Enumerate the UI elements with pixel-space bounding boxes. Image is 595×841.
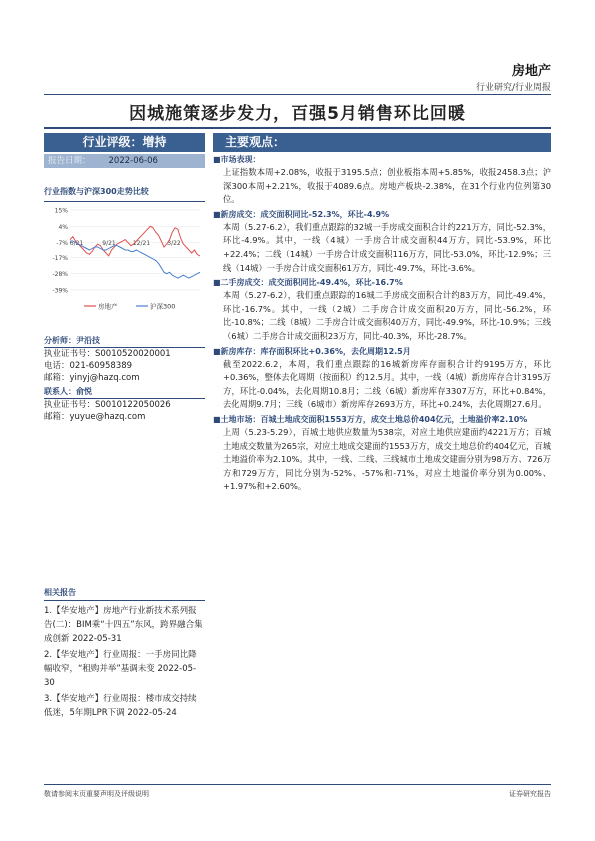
section-body: 上证指数本周+2.08%，收报于3195.5点；创业板指本周+5.85%，收报2458.3点；沪深300本周+2.21%，收报于4089.6点。房地产板块-2.38%，在31个行业内位列第30位。 bbox=[223, 167, 551, 205]
analyst-name: 分析师：尹沿技 bbox=[44, 335, 205, 348]
footer-disclaimer: 敬请参阅末页重要声明及评级说明 bbox=[44, 790, 149, 798]
section-body: 截至2022.6.2，本周，我们重点跟踪的16城新房库存面积合计约9195万方，环比+0.36%，整体去化周期（按面积）约12.5月。其中，一线（4城）新房库存合计3195万方，环比-0.04%，去化周期10.8月；二线（6城）新房库存3307万方，环比+0.84%，去化周期9.7月；三线（6城市）新房库存2693万方，环比+0.24%，去化周期27.6月。 bbox=[223, 358, 551, 410]
section-heading: ■土地市场：百城土地成交面积1553万方，成交土地总价404亿元，土地溢价率2.10% bbox=[213, 414, 528, 424]
chart-container bbox=[44, 201, 205, 321]
sidebar bbox=[44, 133, 205, 423]
x-tick-label: 9/21 bbox=[102, 240, 116, 248]
analyst-email[interactable]: 邮箱：yinyj@hazq.com bbox=[44, 373, 140, 383]
footer-divider bbox=[44, 784, 551, 785]
chart-title: 行业指数与沪深300走势比较 bbox=[44, 187, 149, 196]
contact-cert: 执业证书号：S0010122050026 bbox=[44, 400, 171, 410]
y-tick-label: -39% bbox=[52, 287, 68, 295]
header-divider bbox=[44, 94, 551, 95]
x-tick-label: 12/21 bbox=[132, 240, 151, 248]
y-tick-label: 4% bbox=[58, 223, 68, 231]
related-reports-title: 相关报告 bbox=[44, 587, 205, 601]
footer-label: 证券研究报告 bbox=[509, 790, 551, 798]
main-content bbox=[213, 133, 551, 494]
title-divider bbox=[44, 127, 551, 129]
section-heading: ■二手房成交：成交面积同比-49.4%，环比-16.7% bbox=[213, 278, 403, 288]
y-tick-label: -7% bbox=[56, 240, 68, 248]
contact-email[interactable]: 邮箱：yuyue@hazq.com bbox=[44, 412, 146, 422]
legend-label: 沪深300 bbox=[150, 302, 176, 311]
y-tick-label: -28% bbox=[52, 271, 68, 279]
index-comparison-chart bbox=[44, 202, 205, 317]
related-reports-list bbox=[44, 604, 205, 722]
x-tick-label: 3/22 bbox=[167, 240, 181, 248]
y-tick-label: 15% bbox=[54, 207, 68, 215]
report-date-label: 报告日期： bbox=[48, 156, 91, 166]
industry-rating: 行业评级：增持 bbox=[44, 133, 205, 152]
section-body: 本周（5.27-6.2），我们重点跟踪的16城二手房成交面积合计约83万方，同比-49.4%，环比-16.7%。其中，一线（2城）二手房合计成交面积20万方，同比-56.2%，环比-10.8%；二线（8城）二手房合计成交面积40万方，同比-49.9%，环比-10.9%；三线（6城）二手房合计成交面积23万方，同比-40.3%，环比-28.7%。 bbox=[223, 290, 551, 341]
key-points-title: 主要观点： bbox=[213, 133, 551, 152]
y-tick-label: -17% bbox=[52, 254, 68, 262]
related-report-item[interactable]: 1.【华安地产】房地产行业新技术系列报告(二)：BIM乘“十四五”东风，跨界融合集成创新 2022-05-31 bbox=[44, 606, 203, 644]
industry-category: 房地产 bbox=[511, 64, 551, 79]
analyst-cert: 执业证书号：S0010520020001 bbox=[44, 349, 171, 359]
report-date: 2022-06-06 bbox=[108, 156, 158, 166]
contact-name: 联系人：俞悦 bbox=[44, 386, 205, 399]
related-report-item[interactable]: 3.【华安地产】行业周报：楼市成交持续低迷，5年期LPR下调 2022-05-24 bbox=[44, 694, 197, 718]
report-date-row bbox=[44, 154, 205, 168]
section-heading: ■市场表现： bbox=[213, 155, 261, 164]
section-heading: ■新房成交：成交面积同比-52.3%，环比-4.9% bbox=[213, 209, 390, 219]
section-heading: ■新房库存：库存面积环比+0.36%，去化周期12.5月 bbox=[213, 346, 411, 356]
section-body: 上周（5.23-5.29），百城土地供应数量为538宗，对应土地供应建面约4221万方；百城土地成交数量为265宗，对应土地成交建面约1553万方，成交土地总价约404亿元，百城土地溢价率为2.10%。其中，一线、二线、三线城市土地成交建面分别为98万方、726万方和729万方，同比分别为-52%、-57%和-71%，对应土地溢价率分别为0.00%、+1.97%和+2.60%。 bbox=[223, 426, 551, 492]
x-tick-label: 6/21 bbox=[69, 240, 84, 248]
legend-label: 房地产 bbox=[98, 302, 118, 311]
analyst-phone: 电话：021-60958389 bbox=[44, 361, 133, 371]
related-report-item[interactable]: 2.【华安地产】行业周报：一手房同比降幅收窄，“租购并举”基调未变 2022-05-30 bbox=[44, 650, 197, 688]
section-body: 本周（5.27-6.2），我们重点跟踪的32城一手房成交面积合计约221万方，同比-52.3%，环比-4.9%。其中，一线（4城）一手房合计成交面积44万方，同比-53.9%，环比+22.4%；二线（14城）一手房合计成交面积116万方，同比-53.0%，环比-12.9%；三线（14城）一手房合计成交面积61万方，同比-49.7%，环比-3.6%。 bbox=[223, 221, 551, 273]
report-title: 因城施策逐步发力，百强5月销售环比回暖 bbox=[129, 104, 466, 124]
report-type: 行业研究/行业周报 bbox=[475, 83, 551, 93]
